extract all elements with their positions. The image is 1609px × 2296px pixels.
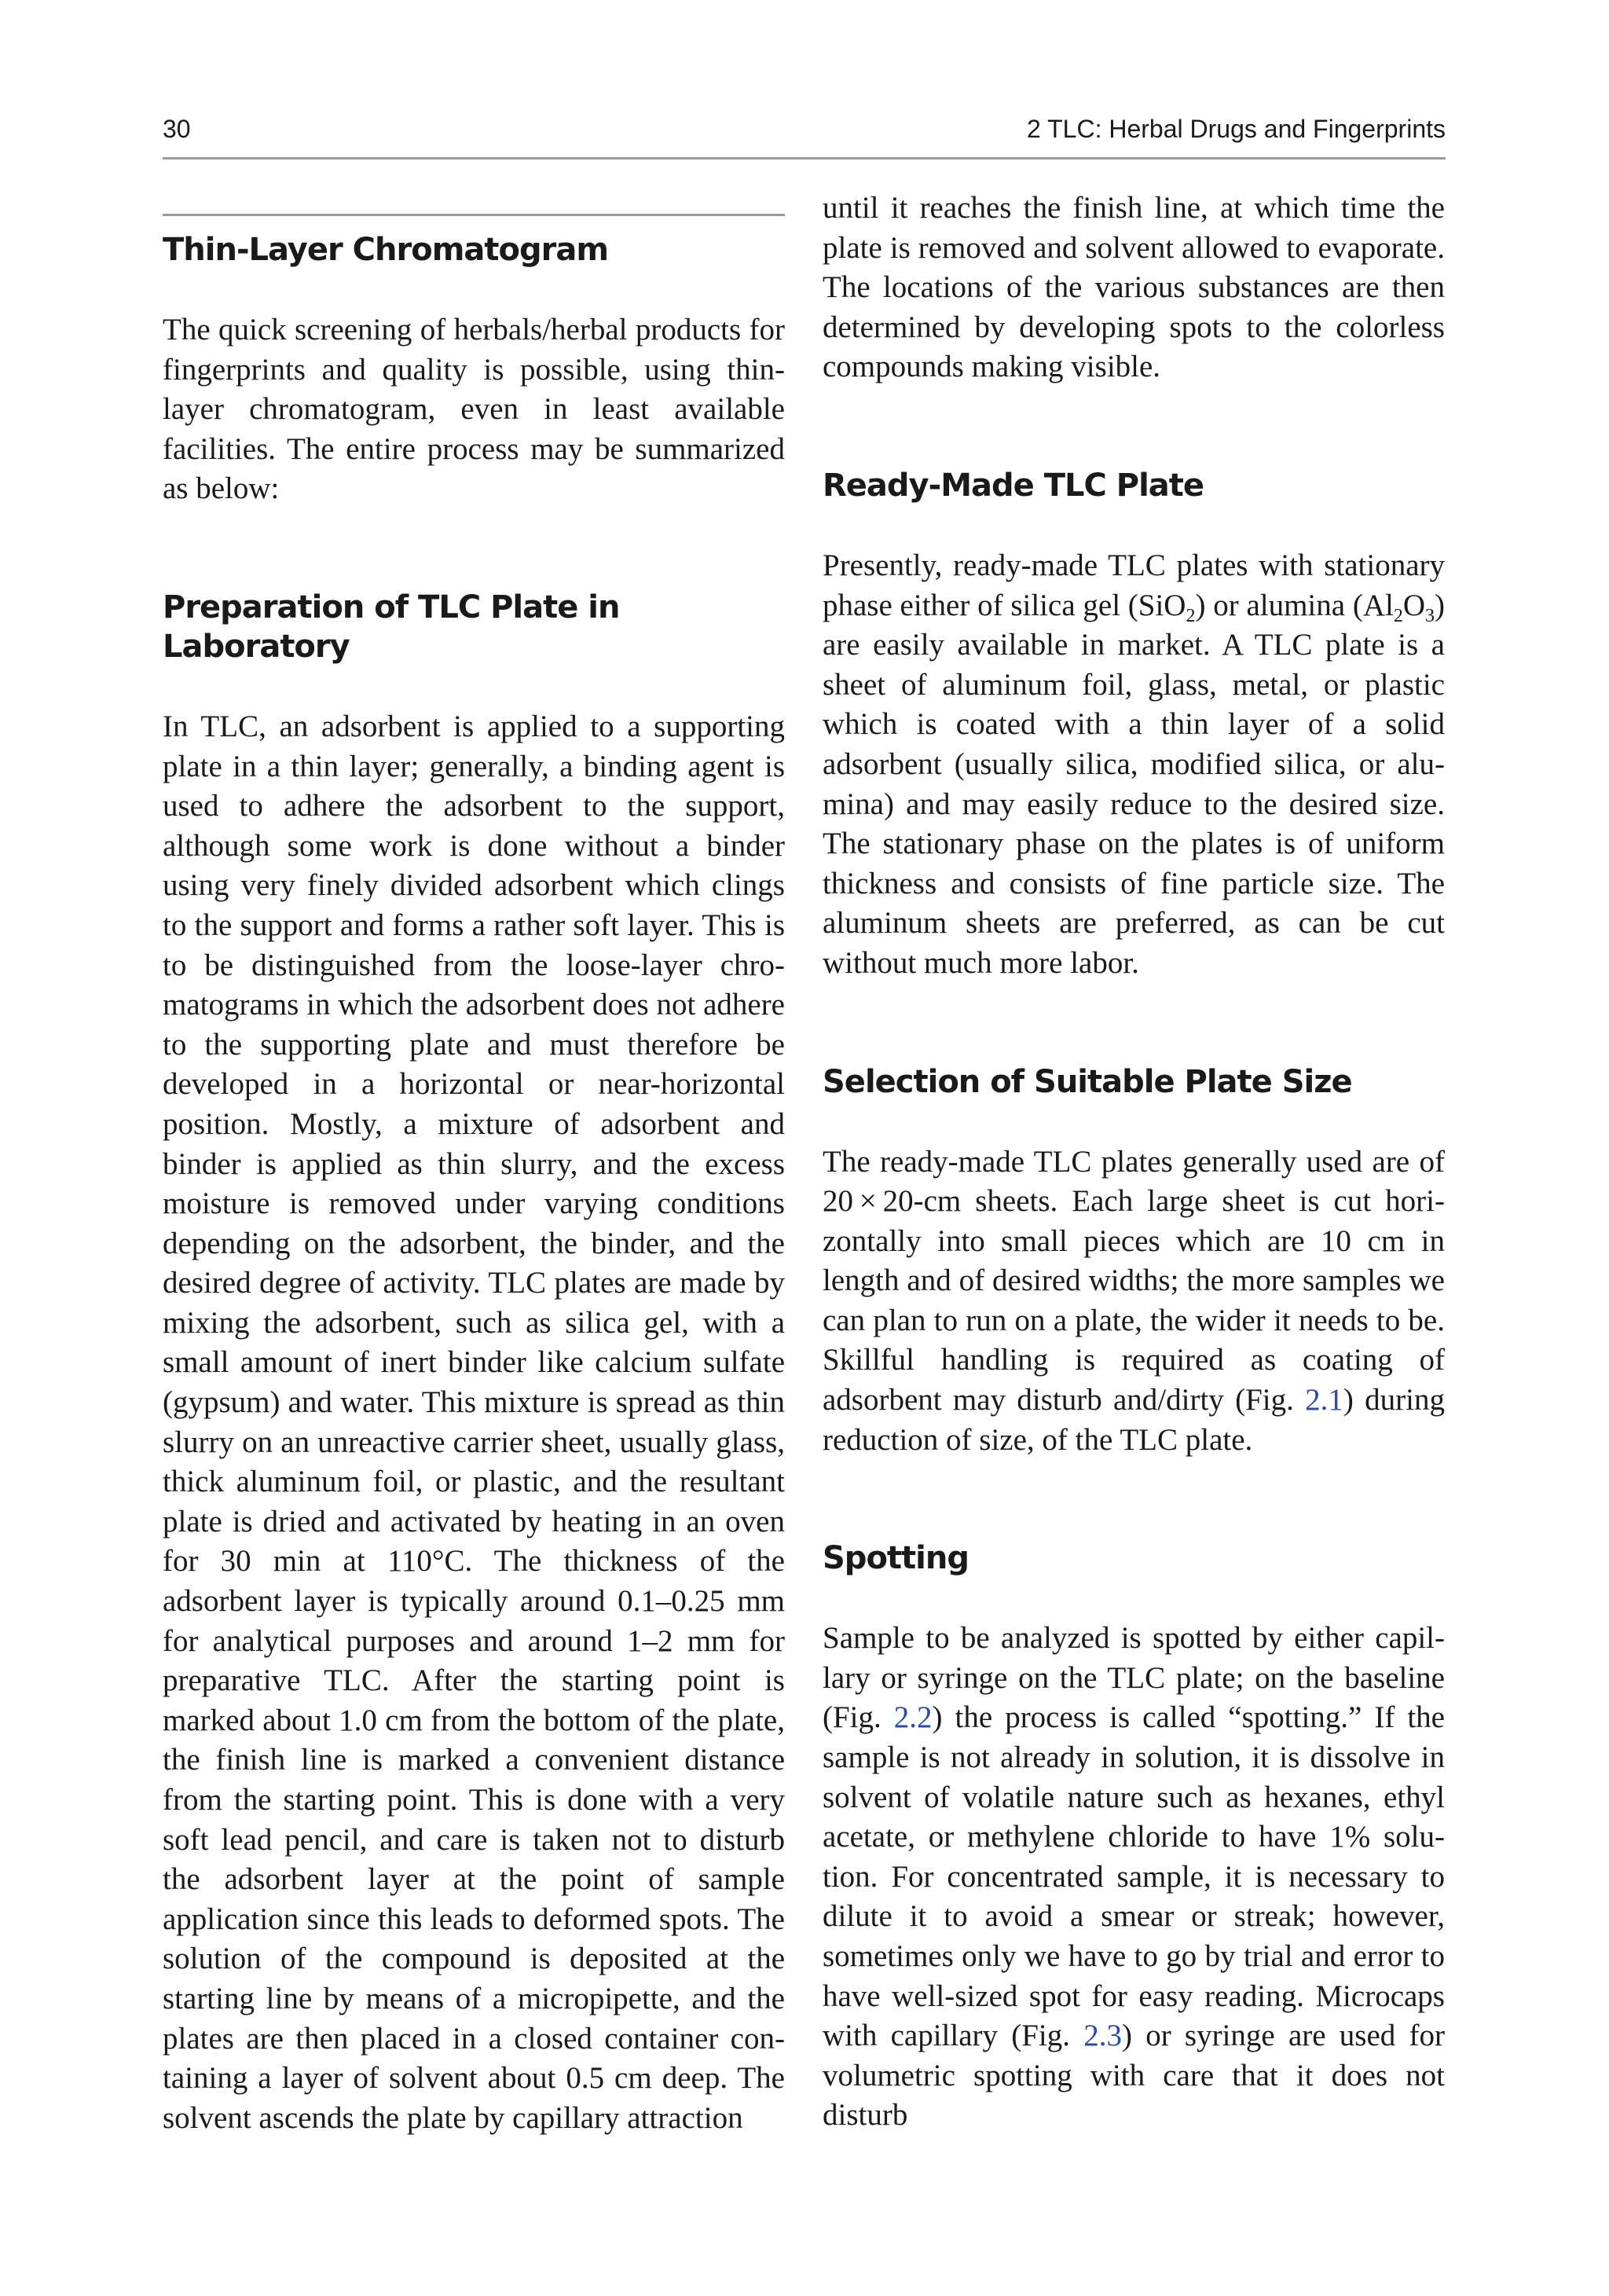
right-column <box>823 189 1445 2136</box>
running-title: 2 TLC: Herbal Drugs and Fingerprints <box>1027 115 1446 143</box>
heading-preparation: Preparation of TLC Plate in Laboratory <box>163 589 620 665</box>
figure-ref-link[interactable]: 2.3 <box>1083 2019 1122 2053</box>
text-run: ) the process is called “spotting.” If the sample is not already in solution, it is dissolve in solvent of volatile nature such as hexanes, ethyl acetate, or methylene chloride to have 1% solution. For concentrated sample, it is necessary to dilute it to avoid a smear or streak; however, sometimes only we have to go by trial and error to have well-sized spot for easy reading. Microcaps with capillary (Fig. <box>823 1700 1445 2053</box>
heading-selection: Selection of Suitable Plate Size <box>823 1063 1352 1100</box>
paragraph-preparation-continued: until it reaches the finish line, at which time the plate is removed and solvent allowed to evaporate. The locations of the various substances are then determined by developing spots to the colorless compounds making visible. <box>823 191 1445 384</box>
text-run: ) or syringe are used for volumetric spotting with care that it does not disturb <box>823 2019 1446 2133</box>
paragraph-preparation: In TLC, an adsorbent is applied to a supporting plate in a thin layer; generally, a binding agent is used to adhere the adsorbent to the support, although some work is done without a binder using very finely divided adsorbent which clings to the support and forms a rather soft layer. This is to be distinguished from the loose-layer chromatograms in which the adsorbent does not adhere to the supporting plate and must therefore be developed in a horizontal or near-horizontal position. Mostly, a mixture of adsorbent and binder is applied as thin slurry, and the excess moisture is removed under varying conditions depending on the adsorbent, the binder, and the desired degree of activity. TLC plates are made by mixing the adsorbent, such as silica gel, with a small amount of inert binder like calcium sulfate (gypsum) and water. This mixture is spread as thin slurry on an unreactive carrier sheet, usually glass, thick aluminum foil, or plastic, and the resultant plate is dried and activated by heating in an oven for 30 min at 110°C. The thickness of the adsorbent layer is typically around 0.1–0.25 mm for analytical purposes and around 1–2 mm for preparative TLC. After the starting point is marked about 1.0 cm from the bottom of the plate, the finish line is marked a convenient distance from the starting point. This is done with a very soft lead pencil, and care is taken not to disturb the adsorbent layer at the point of sample application since this leads to deformed spots. The solution of the compound is deposited at the starting line by means of a micropipette, and the plates are then placed in a closed container containing a layer of solvent about 0.5 cm deep. The solvent ascends the plate by capillary attraction <box>163 709 785 2135</box>
subscript: 2 <box>1393 605 1403 626</box>
text-run: The ready-made TLC plates generally used are of 20 × 20-cm sheets. Each large sheet is cut horizontally into small pieces which are 10 cm in length and of desired widths; the more samples we can plan to run on a plate, the wider it needs to be. Skillful handling is required as coating of adsorbent may disturb and/dirty (Fig. <box>823 1144 1445 1418</box>
heading-thin-layer-chromatogram: Thin-Layer Chromatogram <box>163 232 608 268</box>
figure-ref-link[interactable]: 2.1 <box>1305 1383 1343 1418</box>
paragraph-selection <box>823 1142 1445 1461</box>
left-column <box>163 189 785 2138</box>
paragraph-thin-layer: The quick screening of herbals/herbal products for fingerprints and quality is possible, using thin-layer chromatogram, even in least available facilities. The entire process may be summarized as below: <box>163 313 785 506</box>
text-run: Presently, ready-made TLC plates with stationary phase either of silica gel (SiO <box>823 548 1445 622</box>
heading-ready-made: Ready-Made TLC Plate <box>823 467 1204 504</box>
text-run: Sample to be analyzed is spotted by either capillary or syringe on the TLC plate; on the baseline (Fig. <box>823 1621 1445 1735</box>
text-run: ) or alumina (Al <box>1195 588 1394 622</box>
subscript: 2 <box>1186 605 1196 626</box>
heading-spotting: Spotting <box>823 1540 969 1577</box>
subscript: 3 <box>1425 605 1435 626</box>
text-run: ) are easily available in market. A TLC plate is a sheet of aluminum foil, glass, metal, or plastic which is coated with a thin layer of a solid adsorbent (usually silica, modified silica, or alumina) and may easily reduce to the desired size. The stationary phase on the plates is of uniform thickness and consists of fine particle size. The aluminum sheets are preferred, as can be cut without much more labor. <box>823 588 1445 980</box>
paragraph-ready-made <box>823 546 1445 984</box>
figure-ref-link[interactable]: 2.2 <box>893 1700 933 1735</box>
text-run: ) during reduction of size, of the TLC plate. <box>823 1383 1445 1457</box>
paragraph-spotting <box>823 1619 1445 2136</box>
running-header <box>163 110 1446 160</box>
section-rule <box>163 214 785 216</box>
text-run: O <box>1402 588 1425 622</box>
page-number: 30 <box>163 115 191 143</box>
